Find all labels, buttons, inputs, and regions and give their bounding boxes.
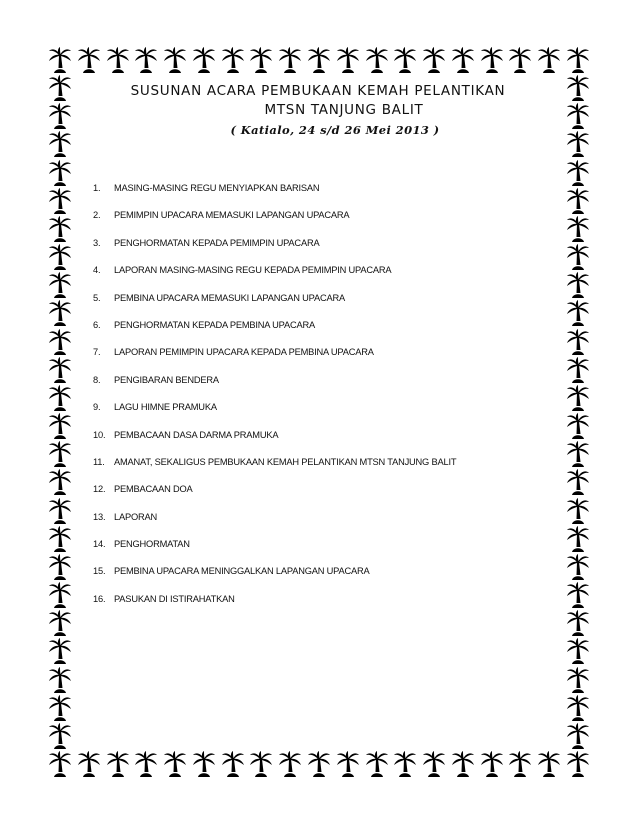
agenda-item-number: 15.	[93, 566, 106, 577]
agenda-item	[93, 565, 553, 592]
palm-tree-icon	[249, 46, 273, 74]
palm-tree-icon	[106, 46, 130, 74]
palm-tree-icon	[393, 750, 417, 778]
agenda-item-text: PENGIBARAN BENDERA	[114, 374, 219, 385]
palm-tree-icon	[163, 750, 187, 778]
agenda-item	[93, 483, 553, 510]
agenda-item	[93, 456, 553, 483]
palm-tree-icon	[134, 750, 158, 778]
palm-tree-icon	[48, 750, 72, 778]
agenda-item-number: 9.	[93, 402, 101, 413]
palm-tree-icon	[566, 328, 590, 356]
document-title-line-2: MTSN TANJUNG BALIT	[264, 102, 424, 118]
palm-tree-icon	[48, 722, 72, 750]
agenda-item-number: 4.	[93, 265, 101, 276]
palm-tree-icon	[48, 694, 72, 722]
agenda-item-number: 12.	[93, 484, 106, 495]
palm-tree-icon	[221, 46, 245, 74]
palm-tree-icon	[192, 46, 216, 74]
palm-tree-icon	[566, 553, 590, 581]
palm-tree-icon	[48, 581, 72, 609]
palm-tree-icon	[134, 46, 158, 74]
agenda-item-text: PENGHORMATAN KEPADA PEMIMPIN UPACARA	[114, 237, 320, 248]
palm-tree-icon	[566, 694, 590, 722]
agenda-item-number: 5.	[93, 292, 101, 303]
document-date-line: ( Katialo, 24 s/d 26 Mei 2013 )	[230, 123, 440, 137]
palm-tree-icon	[336, 750, 360, 778]
palm-tree-icon	[566, 46, 590, 74]
palm-tree-icon	[537, 46, 561, 74]
palm-tree-icon	[48, 46, 72, 74]
agenda-item	[93, 319, 553, 346]
palm-tree-icon	[480, 46, 504, 74]
agenda-item-number: 3.	[93, 237, 101, 248]
palm-tree-icon	[77, 46, 101, 74]
palm-tree-icon	[566, 187, 590, 215]
palm-tree-icon	[566, 215, 590, 243]
palm-tree-icon	[48, 468, 72, 496]
palm-tree-icon	[106, 750, 130, 778]
palm-tree-icon	[422, 750, 446, 778]
palm-tree-icon	[48, 271, 72, 299]
palm-tree-icon	[566, 581, 590, 609]
agenda-item-number: 7.	[93, 347, 101, 358]
palm-tree-icon	[192, 750, 216, 778]
agenda-item	[93, 593, 553, 620]
agenda-item-text: PEMIMPIN UPACARA MEMASUKI LAPANGAN UPACARA	[114, 210, 350, 221]
palm-tree-icon	[365, 750, 389, 778]
agenda-item-text: LAPORAN PEMIMPIN UPACARA KEPADA PEMBINA UPACARA	[114, 347, 374, 358]
palm-tree-icon	[48, 440, 72, 468]
agenda-item-text: PEMBACAAN DASA DARMA PRAMUKA	[114, 429, 279, 440]
palm-tree-icon	[566, 384, 590, 412]
agenda-item-number: 10.	[93, 429, 106, 440]
palm-tree-icon	[566, 750, 590, 778]
palm-tree-icon	[566, 159, 590, 187]
agenda-item	[93, 511, 553, 538]
palm-tree-icon	[422, 46, 446, 74]
palm-tree-icon	[48, 609, 72, 637]
palm-tree-icon	[249, 750, 273, 778]
agenda-item-number: 6.	[93, 319, 101, 330]
agenda-item-text: MASING-MASING REGU MENYIAPKAN BARISAN	[114, 183, 320, 193]
agenda-item-text: PEMBACAAN DOA	[114, 484, 193, 495]
palm-tree-icon	[508, 750, 532, 778]
palm-tree-icon	[48, 299, 72, 327]
agenda-list	[93, 182, 553, 620]
agenda-item-number: 8.	[93, 374, 101, 385]
palm-tree-icon	[566, 609, 590, 637]
palm-tree-icon	[48, 356, 72, 384]
document-title-line-1: SUSUNAN ACARA PEMBUKAAN KEMAH PELANTIKAN	[130, 83, 506, 99]
agenda-item-text: PASUKAN DI ISTIRAHATKAN	[114, 593, 235, 604]
agenda-item	[93, 182, 553, 209]
agenda-item	[93, 538, 553, 565]
palm-tree-icon	[48, 384, 72, 412]
agenda-item-number: 14.	[93, 539, 106, 550]
agenda-item-text: LAGU HIMNE PRAMUKA	[114, 402, 217, 413]
palm-tree-icon	[307, 750, 331, 778]
palm-tree-icon	[566, 356, 590, 384]
palm-tree-icon	[566, 497, 590, 525]
palm-tree-icon	[48, 215, 72, 243]
agenda-item	[93, 209, 553, 236]
agenda-item-text: PEMBINA UPACARA MENINGGALKAN LAPANGAN UPACARA	[114, 566, 370, 577]
palm-tree-icon	[336, 46, 360, 74]
palm-tree-icon	[566, 468, 590, 496]
agenda-item-number: 16.	[93, 593, 106, 604]
agenda-item	[93, 264, 553, 291]
palm-tree-icon	[48, 497, 72, 525]
agenda-item	[93, 346, 553, 373]
palm-tree-icon	[163, 46, 187, 74]
agenda-item-text: PENGHORMATAN KEPADA PEMBINA UPACARA	[114, 319, 316, 330]
palm-tree-icon	[48, 243, 72, 271]
palm-tree-icon	[278, 46, 302, 74]
palm-tree-icon	[77, 750, 101, 778]
palm-tree-icon	[451, 750, 475, 778]
palm-tree-icon	[566, 412, 590, 440]
palm-tree-icon	[566, 299, 590, 327]
palm-tree-icon	[48, 637, 72, 665]
palm-tree-icon	[566, 637, 590, 665]
agenda-item-number: 2.	[93, 210, 101, 221]
palm-tree-icon	[566, 525, 590, 553]
palm-tree-icon	[48, 553, 72, 581]
palm-tree-icon	[566, 666, 590, 694]
palm-tree-icon	[566, 440, 590, 468]
palm-tree-icon	[393, 46, 417, 74]
agenda-item-text: AMANAT, SEKALIGUS PEMBUKAAN KEMAH PELANTIKAN MTSN TANJUNG BALIT	[114, 456, 457, 467]
palm-tree-icon	[566, 271, 590, 299]
palm-tree-icon	[48, 328, 72, 356]
palm-tree-icon	[48, 159, 72, 187]
palm-tree-icon	[278, 750, 302, 778]
agenda-item-text: LAPORAN MASING-MASING REGU KEPADA PEMIMPIN UPACARA	[114, 265, 392, 276]
agenda-item-text: PEMBINA UPACARA MEMASUKI LAPANGAN UPACARA	[114, 292, 345, 303]
agenda-item-number: 13.	[93, 511, 106, 522]
palm-tree-icon	[537, 750, 561, 778]
agenda-item-text: LAPORAN	[114, 511, 158, 522]
palm-tree-icon	[365, 46, 389, 74]
agenda-item	[93, 374, 553, 401]
agenda-item-number: 1.	[93, 183, 101, 193]
agenda-item	[93, 237, 553, 264]
palm-tree-icon	[48, 525, 72, 553]
palm-tree-icon	[480, 750, 504, 778]
title-block	[0, 82, 638, 137]
palm-tree-icon	[48, 666, 72, 694]
agenda-item	[93, 401, 553, 428]
palm-tree-icon	[566, 722, 590, 750]
agenda-item	[93, 292, 553, 319]
palm-tree-icon	[566, 243, 590, 271]
agenda-item	[93, 429, 553, 456]
palm-tree-icon	[48, 412, 72, 440]
palm-tree-icon	[307, 46, 331, 74]
palm-tree-icon	[508, 46, 532, 74]
palm-tree-icon	[48, 187, 72, 215]
palm-tree-icon	[221, 750, 245, 778]
agenda-item-number: 11.	[93, 456, 105, 467]
palm-tree-icon	[451, 46, 475, 74]
agenda-item-text: PENGHORMATAN	[114, 539, 190, 550]
